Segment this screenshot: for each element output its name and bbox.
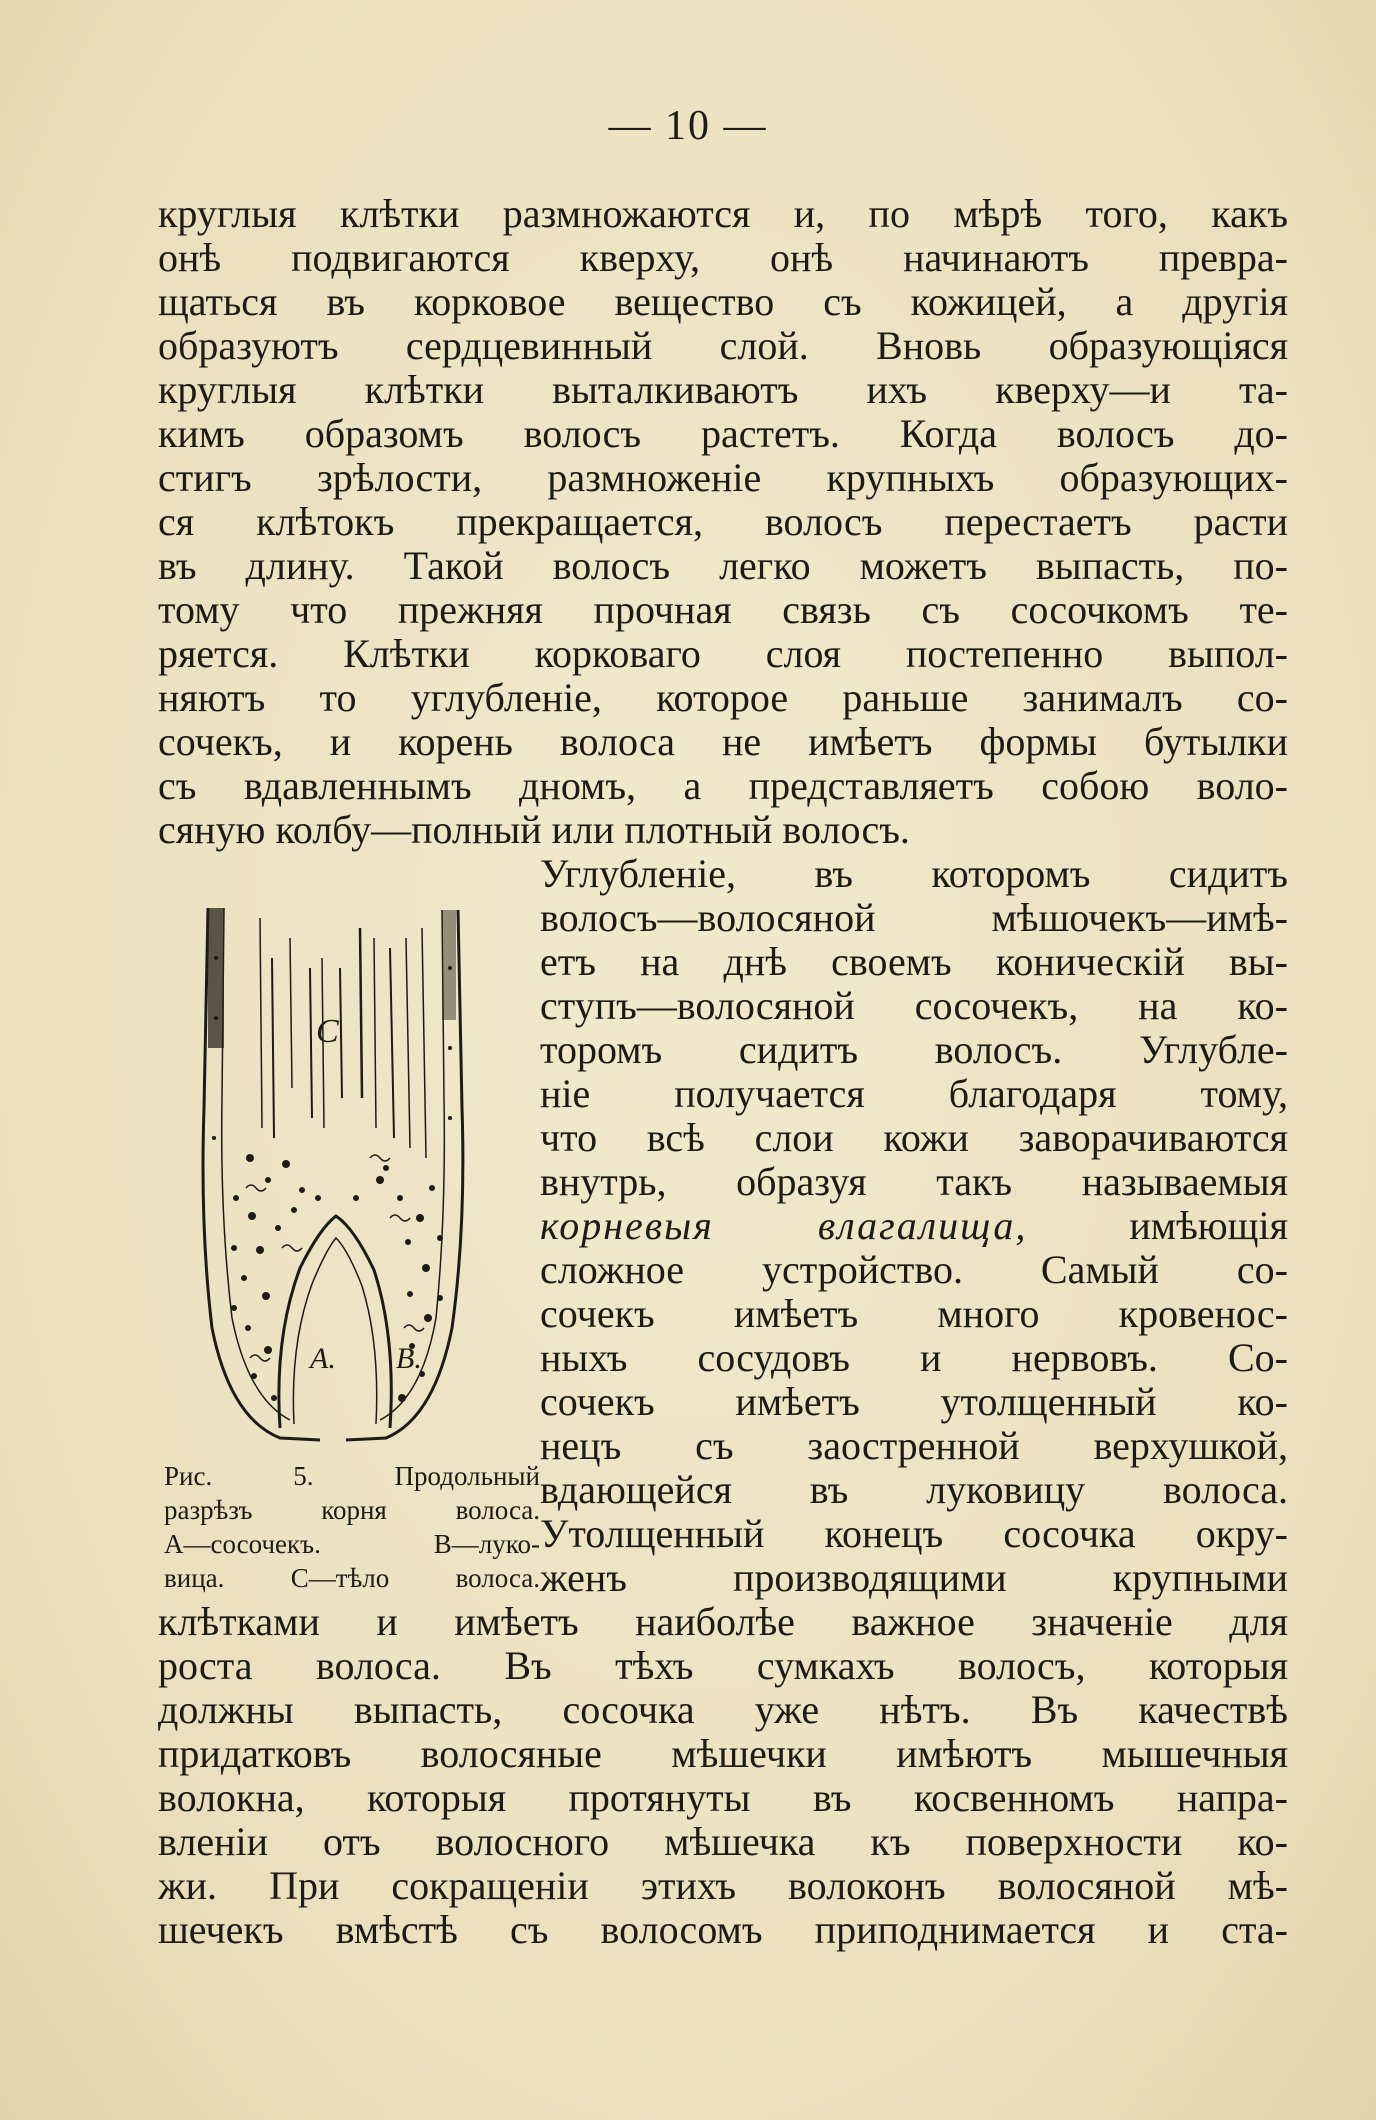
text-line: сяную колбу—полный или плотный волосъ.	[158, 808, 910, 852]
text-line	[540, 1204, 1288, 1248]
page-number: — 10 —	[608, 103, 768, 149]
text-line: круглыя клѣтки выталкиваютъ ихъ кверху—и та-	[158, 368, 1288, 412]
text-line: ніе получается благодаря тому,	[540, 1072, 1288, 1116]
figure-caption-line: вица. С—тѣло волоса.	[164, 1563, 540, 1593]
text-line: что всѣ слои кожи заворачиваются	[540, 1116, 1288, 1160]
text-line: сочекъ, и корень волоса не имѣетъ формы бутылки	[158, 720, 1288, 764]
text-line: женъ производящими крупными	[540, 1556, 1288, 1600]
text-line: онѣ подвигаются кверху, онѣ начинаютъ превра-	[158, 236, 1288, 280]
text-line: волокна, которыя протянуты въ косвенномъ напра-	[158, 1776, 1288, 1820]
text-line: Утолщенный конецъ сосочка окру-	[540, 1512, 1288, 1556]
label-c: C	[316, 1013, 339, 1050]
text-line: ся клѣтокъ прекращается, волосъ перестаетъ расти	[158, 500, 1288, 544]
text-line: няютъ то углубленіе, которое раньше занималъ со-	[158, 676, 1288, 720]
text-line: сочекъ имѣетъ утолщенный ко-	[540, 1380, 1288, 1424]
text-line: кимъ образомъ волосъ растетъ. Когда волосъ до-	[158, 412, 1288, 456]
text-line: щаться въ корковое вещество съ кожицей, а другія	[158, 280, 1288, 324]
figure-caption-line: А—сосочекъ. В—луко-	[164, 1529, 540, 1559]
hair-root-illustration	[190, 898, 490, 1446]
text-line: съ вдавленнымъ дномъ, а представляетъ собою воло-	[158, 764, 1288, 808]
text-fragment: имѣющія	[1129, 1204, 1288, 1248]
text-line: въ длину. Такой волосъ легко можетъ выпасть, по-	[158, 544, 1288, 588]
text-line: ныхъ сосудовъ и нервовъ. Со-	[540, 1336, 1288, 1380]
text-line: стигъ зрѣлости, размноженіе крупныхъ образующих-	[158, 456, 1288, 500]
text-line: придатковъ волосяные мѣшечки имѣютъ мышечныя	[158, 1732, 1288, 1776]
text-line: вленіи отъ волосного мѣшечка къ поверхности ко-	[158, 1820, 1288, 1864]
text-line: вдающейся въ луковицу волоса.	[540, 1468, 1288, 1512]
text-line: ступъ—волосяной сосочекъ, на ко-	[540, 984, 1288, 1028]
emphasized-term: корневыя влагалища,	[540, 1204, 1028, 1248]
text-line: должны выпасть, сосочка уже нѣтъ. Въ качествѣ	[158, 1688, 1288, 1732]
text-line: Углубленіе, въ которомъ сидитъ	[540, 852, 1288, 896]
figure-caption-line: Рис. 5. Продольный	[164, 1461, 540, 1491]
text-line: тому что прежняя прочная связь съ сосочкомъ те-	[158, 588, 1288, 632]
text-line: образуютъ сердцевинный слой. Вновь образующіяся	[158, 324, 1288, 368]
text-line: роста волоса. Въ тѣхъ сумкахъ волосъ, которыя	[158, 1644, 1288, 1688]
text-line: круглыя клѣтки размножаются и, по мѣрѣ того, какъ	[158, 192, 1288, 236]
text-line: сложное устройство. Самый со-	[540, 1248, 1288, 1292]
figure-caption-line: разрѣзъ корня волоса.	[164, 1495, 540, 1525]
hair-root-drawing	[190, 898, 490, 1446]
text-line: внутрь, образуя такъ называемыя	[540, 1160, 1288, 1204]
text-line: нецъ съ заостренной верхушкой,	[540, 1424, 1288, 1468]
label-b: B.	[396, 1342, 422, 1375]
text-line: торомъ сидитъ волосъ. Углубле-	[540, 1028, 1288, 1072]
text-line: жи. При сокращеніи этихъ волоконъ волосяной мѣ-	[158, 1864, 1288, 1908]
text-line: ряется. Клѣтки корковаго слоя постепенно выпол-	[158, 632, 1288, 676]
text-line: волосъ—волосяной мѣшочекъ—имѣ-	[540, 896, 1288, 940]
text-line: етъ на днѣ своемъ коническій вы-	[540, 940, 1288, 984]
text-line: шечекъ вмѣстѣ съ волосомъ приподнимается и ста-	[158, 1908, 1288, 1952]
label-a: A.	[310, 1342, 336, 1375]
text-line: сочекъ имѣетъ много кровенос-	[540, 1292, 1288, 1336]
text-line: клѣтками и имѣетъ наиболѣе важное значеніе для	[158, 1600, 1288, 1644]
